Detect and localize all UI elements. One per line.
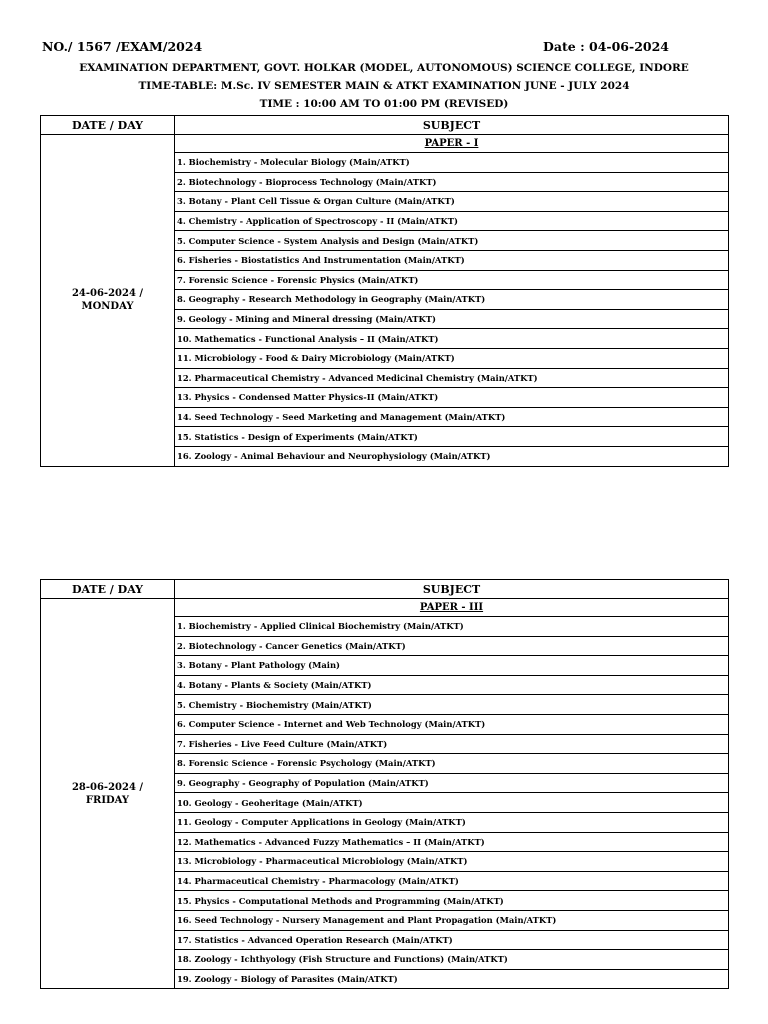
document-number: NO./ 1567 /EXAM/2024 [42, 39, 203, 54]
subject-cell: 10. Geology - Geoheritage (Main/ATKT) [175, 793, 729, 813]
subject-cell: 1. Biochemistry - Molecular Biology (Main/ATKT) [175, 153, 729, 173]
column-header-subject: SUBJECT [175, 116, 729, 135]
subject-cell: 8. Geography - Research Methodology in Geography (Main/ATKT) [175, 290, 729, 310]
subject-cell: 5. Computer Science - System Analysis and Design (Main/ATKT) [175, 231, 729, 251]
column-header-date: DATE / DAY [41, 116, 175, 135]
subject-cell: 11. Geology - Computer Applications in Geology (Main/ATKT) [175, 812, 729, 832]
table-header-row [41, 580, 729, 599]
subject-cell: 10. Mathematics - Functional Analysis – II (Main/ATKT) [175, 329, 729, 349]
subject-cell: 4. Chemistry - Application of Spectroscopy - II (Main/ATKT) [175, 211, 729, 231]
subject-cell: 12. Mathematics - Advanced Fuzzy Mathematics – II (Main/ATKT) [175, 832, 729, 852]
institution-heading: EXAMINATION DEPARTMENT, GOVT. HOLKAR (MODEL, AUTONOMOUS) SCIENCE COLLEGE, INDORE [79, 62, 689, 74]
exam-time: TIME : 10:00 AM TO 01:00 PM (REVISED) [259, 98, 509, 110]
subject-cell: 19. Zoology - Biology of Parasites (Main/ATKT) [175, 969, 729, 989]
column-header-date: DATE / DAY [41, 580, 175, 599]
timetable-paper-1 [40, 115, 729, 467]
exam-date-cell [41, 599, 175, 989]
timetable-paper-3 [40, 579, 729, 989]
subject-cell: 9. Geology - Mining and Mineral dressing (Main/ATKT) [175, 309, 729, 329]
subject-cell: 13. Microbiology - Pharmaceutical Microbiology (Main/ATKT) [175, 852, 729, 872]
subject-cell: 8. Forensic Science - Forensic Psychology (Main/ATKT) [175, 754, 729, 774]
paper-label: PAPER - I [175, 135, 729, 153]
subject-cell: 4. Botany - Plants & Society (Main/ATKT) [175, 675, 729, 695]
document-date: Date : 04-06-2024 [543, 39, 669, 54]
exam-date: 28-06-2024 / [71, 781, 144, 793]
subject-cell: 14. Seed Technology - Seed Marketing and Management (Main/ATKT) [175, 407, 729, 427]
subject-cell: 6. Fisheries - Biostatistics And Instrumentation (Main/ATKT) [175, 250, 729, 270]
exam-day: MONDAY [81, 301, 134, 313]
subject-cell: 2. Biotechnology - Cancer Genetics (Main/ATKT) [175, 636, 729, 656]
subject-cell: 9. Geography - Geography of Population (Main/ATKT) [175, 773, 729, 793]
timetable-title: TIME-TABLE: M.Sc. IV SEMESTER MAIN & ATKT EXAMINATION JUNE - JULY 2024 [138, 80, 630, 92]
subject-cell: 1. Biochemistry - Applied Clinical Biochemistry (Main/ATKT) [175, 617, 729, 637]
subject-cell: 7. Forensic Science - Forensic Physics (Main/ATKT) [175, 270, 729, 290]
subject-cell: 15. Statistics - Design of Experiments (Main/ATKT) [175, 427, 729, 447]
subject-cell: 5. Chemistry - Biochemistry (Main/ATKT) [175, 695, 729, 715]
exam-day: FRIDAY [85, 794, 130, 806]
subject-cell: 15. Physics - Computational Methods and Programming (Main/ATKT) [175, 891, 729, 911]
column-header-subject: SUBJECT [175, 580, 729, 599]
subject-cell: 14. Pharmaceutical Chemistry - Pharmacology (Main/ATKT) [175, 871, 729, 891]
subject-cell: 18. Zoology - Ichthyology (Fish Structure and Functions) (Main/ATKT) [175, 950, 729, 970]
subject-cell: 7. Fisheries - Live Feed Culture (Main/ATKT) [175, 734, 729, 754]
subject-cell: 13. Physics - Condensed Matter Physics-II (Main/ATKT) [175, 388, 729, 408]
subject-cell: 2. Biotechnology - Bioprocess Technology (Main/ATKT) [175, 172, 729, 192]
subject-cell: 17. Statistics - Advanced Operation Research (Main/ATKT) [175, 930, 729, 950]
paper-row [41, 135, 729, 153]
subject-cell: 16. Seed Technology - Nursery Management and Plant Propagation (Main/ATKT) [175, 910, 729, 930]
subject-cell: 16. Zoology - Animal Behaviour and Neurophysiology (Main/ATKT) [175, 446, 729, 466]
paper-row [41, 599, 729, 617]
subject-cell: 3. Botany - Plant Pathology (Main) [175, 656, 729, 676]
subject-cell: 3. Botany - Plant Cell Tissue & Organ Culture (Main/ATKT) [175, 192, 729, 212]
exam-date: 24-06-2024 / [71, 288, 144, 300]
exam-date-cell [41, 135, 175, 467]
subject-cell: 11. Microbiology - Food & Dairy Microbiology (Main/ATKT) [175, 348, 729, 368]
paper-label: PAPER - III [175, 599, 729, 617]
table-header-row [41, 116, 729, 135]
subject-cell: 12. Pharmaceutical Chemistry - Advanced Medicinal Chemistry (Main/ATKT) [175, 368, 729, 388]
subject-cell: 6. Computer Science - Internet and Web Technology (Main/ATKT) [175, 714, 729, 734]
